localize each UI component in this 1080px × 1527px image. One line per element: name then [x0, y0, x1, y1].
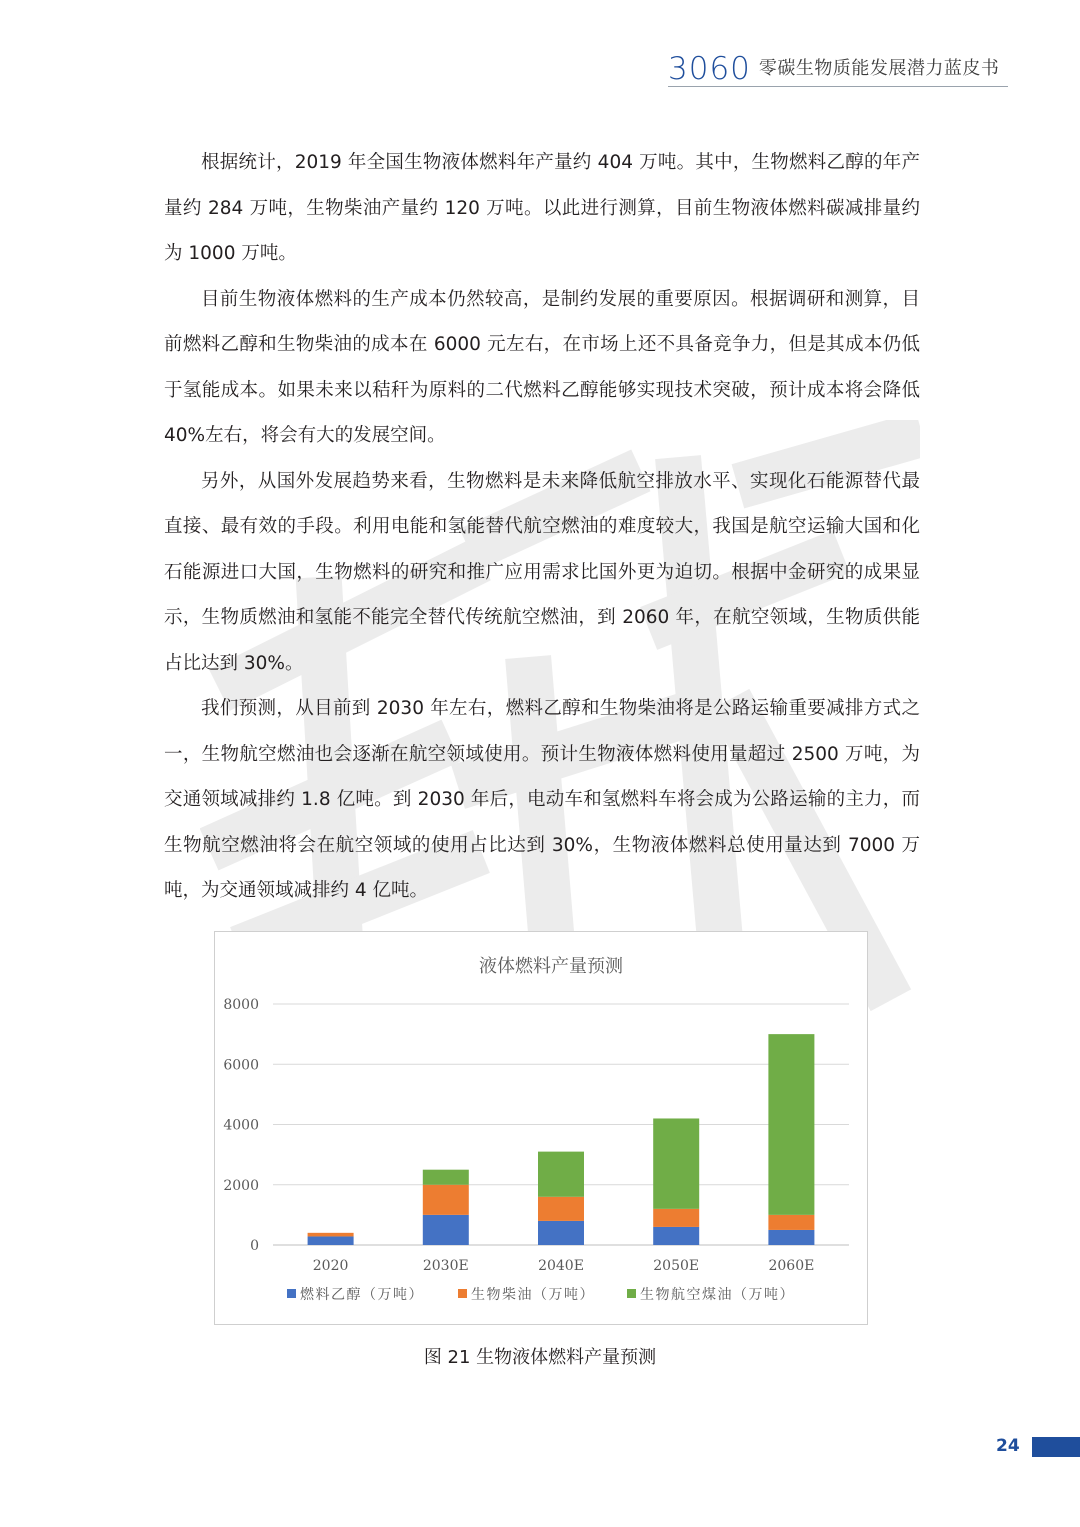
legend-label: 燃料乙醇（万吨） — [300, 1287, 424, 1303]
bar-segment — [768, 1230, 814, 1245]
page-number-bar — [1032, 1437, 1080, 1457]
bar-segment — [538, 1152, 584, 1197]
page-number: 24 — [996, 1436, 1020, 1456]
y-tick-label: 8000 — [223, 997, 259, 1013]
bar-segment — [768, 1215, 814, 1230]
bar-segment — [538, 1221, 584, 1245]
x-tick-label: 2030E — [422, 1258, 469, 1274]
bar-segment — [653, 1209, 699, 1227]
paragraph: 根据统计，2019 年全国生物液体燃料年产量约 404 万吨。其中，生物燃料乙醇的年产量约 284 万吨，生物柴油产量约 120 万吨。以此进行测算，目前生物液体燃料碳减排量约为 1000 万吨。 — [164, 152, 920, 264]
y-tick-label: 2000 — [223, 1177, 259, 1194]
x-tick-label: 2040E — [538, 1258, 584, 1274]
figure-caption: 图 21 生物液体燃料产量预测 — [423, 1347, 657, 1368]
y-tick-label: 6000 — [223, 1057, 259, 1074]
book-title: 零碳生物质能发展潜力蓝皮书 — [758, 58, 1000, 79]
bar-segment — [653, 1227, 699, 1245]
x-tick-label: 2020 — [312, 1258, 349, 1274]
legend-swatch — [627, 1289, 636, 1298]
legend-swatch — [287, 1289, 296, 1298]
bar-segment — [423, 1215, 469, 1245]
legend-label: 生物航空煤油（万吨） — [640, 1287, 795, 1303]
page-header — [668, 52, 1008, 87]
stacked-bar-chart — [215, 932, 867, 1324]
x-tick-label: 2050E — [653, 1258, 700, 1274]
bar-segment — [653, 1118, 699, 1208]
chart-container — [214, 931, 868, 1325]
legend-swatch — [458, 1289, 467, 1298]
paragraph: 目前生物液体燃料的生产成本仍然较高，是制约发展的重要原因。根据调研和测算，目前燃料乙醇和生物柴油的成本在 6000 元左右，在市场上还不具备竞争力，但是其成本仍低于氢能成本。如果未来以秸秆为原料的二代燃料乙醇能够实现技术突破，预计成本将会降低 40%左右，将会有大的发展空间。 — [164, 288, 920, 446]
paragraph: 另外，从国外发展趋势来看，生物燃料是未来降低航空排放水平、实现化石能源替代最直接、最有效的手段。利用电能和氢能替代航空燃油的难度较大，我国是航空运输大国和化石能源进口大国，生物燃料的研究和推广应用需求比国外更为迫切。根据中金研究的成果显示，生物质燃油和氢能不能完全替代传统航空燃油，到 2060 年，在航空领域，生物质供能占比达到 30%。 — [164, 470, 920, 674]
bar-segment — [423, 1185, 469, 1215]
legend-label: 生物柴油（万吨） — [471, 1287, 595, 1303]
bar-segment — [308, 1236, 354, 1245]
bar-segment — [538, 1197, 584, 1221]
y-tick-label: 0 — [250, 1238, 259, 1254]
y-tick-label: 4000 — [223, 1117, 259, 1134]
chart-title: 液体燃料产量预测 — [479, 956, 623, 977]
body-text — [164, 140, 920, 914]
bar-segment — [768, 1034, 814, 1215]
bar-segment — [308, 1233, 354, 1237]
bar-segment — [423, 1170, 469, 1185]
brand-number: 3060 — [668, 51, 751, 87]
paragraph: 我们预测，从目前到 2030 年左右，燃料乙醇和生物柴油将是公路运输重要减排方式之一，生物航空燃油也会逐渐在航空领域使用。预计生物液体燃料使用量超过 2500 万吨，为交通领域减排约 1.8 亿吨。到 2030 年后，电动车和氢燃料车将会成为公路运输的主力，而生物航空燃油将会在航空领域的使用占比达到 30%，生物液体燃料总使用量达到 7000 万吨，为交通领域减排约 4 亿吨。 — [164, 698, 920, 901]
x-tick-label: 2060E — [768, 1258, 815, 1274]
